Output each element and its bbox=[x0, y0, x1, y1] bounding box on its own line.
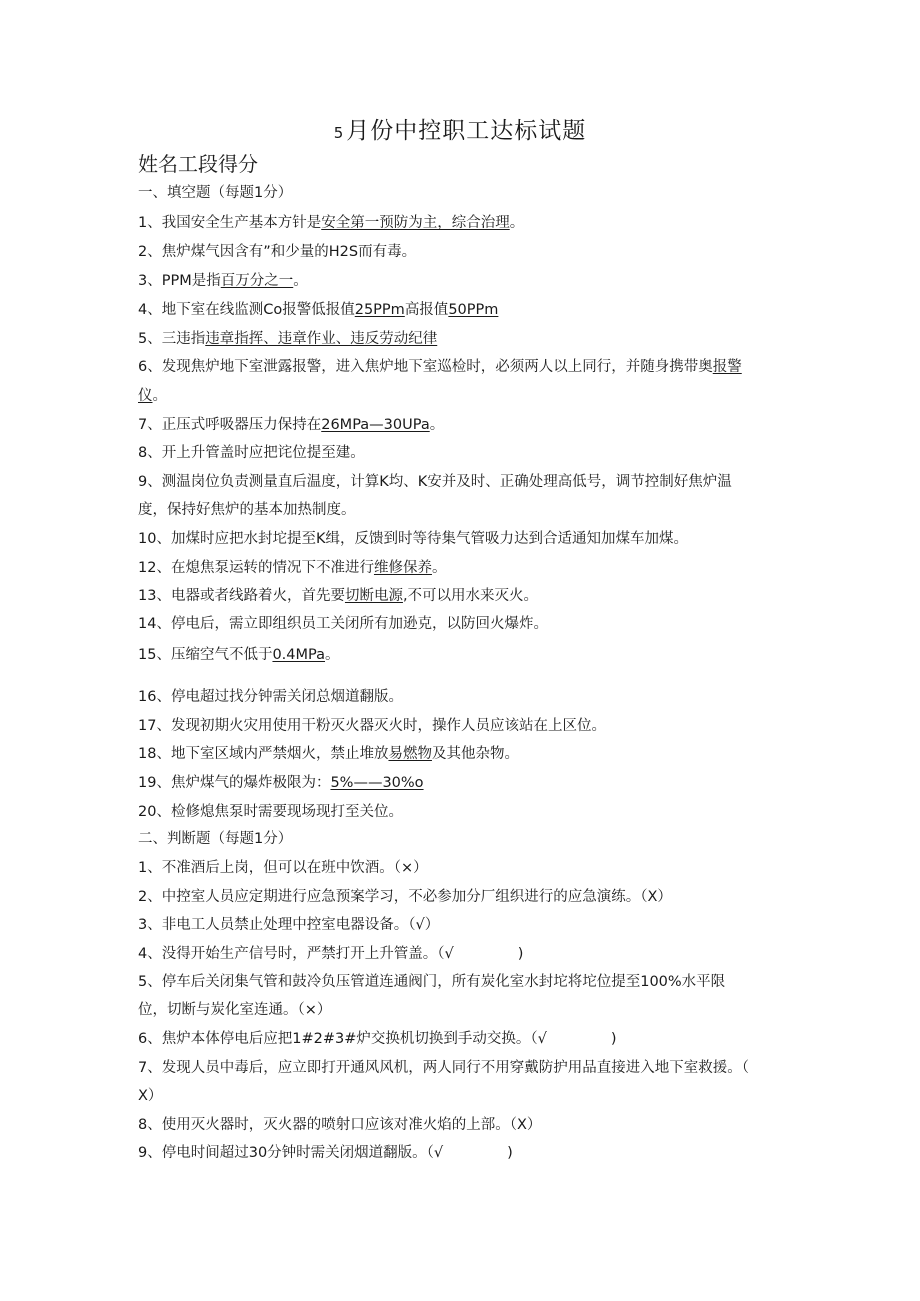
fill-item-4: 4、地下室在线监测Co报警低报值25PPm高报值50PPm bbox=[138, 302, 499, 318]
answer: 仪 bbox=[138, 388, 153, 404]
judge-item-9: 9、停电时间超过30分钟时需关闭烟道翻版。（√ ) bbox=[138, 1145, 513, 1161]
fill-item-19: 19、焦炉煤气的爆炸极限为：5%——30%o bbox=[138, 775, 424, 791]
answer: 5%——30%o bbox=[330, 775, 424, 791]
judge-item-7-cont: X） bbox=[138, 1088, 163, 1104]
judge-item-1: 1、不准酒后上岗，但可以在班中饮酒。（×） bbox=[138, 860, 428, 876]
judge-item-3: 3、非电工人员禁止处理中控室电器设备。（√） bbox=[138, 917, 440, 933]
fill-item-6-cont: 仪。 bbox=[138, 388, 167, 404]
fill-item-5: 5、三违指违章指挥、违章作业、违反劳动纪律 bbox=[138, 331, 438, 347]
header-fields: 姓名工段得分 bbox=[138, 152, 258, 176]
answer: 安全第一预防为主，综合治理 bbox=[321, 215, 510, 231]
fill-item-12: 12、在熄焦泵运转的情况下不准进行维修保养。 bbox=[138, 560, 447, 576]
answer: 切断电源 bbox=[344, 588, 403, 604]
section2-heading: 二、判断题（每题1分） bbox=[138, 831, 293, 847]
fill-item-3: 3、PPM是指百万分之一。 bbox=[138, 273, 308, 289]
judge-item-4: 4、没得开始生产信号时，严禁打开上升管盖。（√ ) bbox=[138, 946, 524, 962]
judge-item-5-cont: 位，切断与炭化室连通。（×） bbox=[138, 1002, 332, 1018]
answer: 易燃物 bbox=[388, 746, 432, 762]
answer: 50PPm bbox=[448, 302, 499, 318]
fill-item-9: 9、测温岗位负责测量直后温度，计算K均、K安并及时、正确处理高低号，调节控制好焦炉温 bbox=[138, 474, 732, 490]
fill-item-8: 8、开上升管盖时应把诧位提至建。 bbox=[138, 445, 365, 461]
answer: 0.4MPa bbox=[272, 647, 326, 663]
fill-item-18: 18、地下室区域内严禁烟火，禁止堆放易燃物及其他杂物。 bbox=[138, 746, 519, 762]
answer: 25PPm bbox=[354, 302, 405, 318]
title-text: 月份中控职工达标试题 bbox=[346, 118, 587, 144]
fill-item-7: 7、正压式呼吸器压力保持在26MPa—30UPa。 bbox=[138, 417, 445, 433]
judge-item-2: 2、中控室人员应定期进行应急预案学习，不必参加分厂组织进行的应急演练。（X） bbox=[138, 889, 672, 905]
answer: 违章指挥、违章作业、违反劳动纪律 bbox=[205, 331, 438, 347]
answer: 26MPa—30UPa bbox=[321, 417, 430, 433]
fill-item-16: 16、停电超过找分钟需关闭总烟道翻版。 bbox=[138, 689, 403, 705]
fill-item-20: 20、检修熄焦泵时需要现场现打至关位。 bbox=[138, 804, 403, 820]
fill-item-13: 13、电器或者线路着火，首先要切断电源,不可以用水来灭火。 bbox=[138, 588, 539, 604]
judge-item-7: 7、发现人员中毒后，应立即打开通风风机，两人同行不用穿戴防护用品直接进入地下室救援。（ bbox=[138, 1060, 749, 1076]
title-number: 5 bbox=[333, 124, 345, 142]
fill-item-17: 17、发现初期火灾用使用干粉灭火器灭火时，操作人员应该站在上区位。 bbox=[138, 718, 606, 734]
fill-item-6: 6、发现焦炉地下室泄露报警，进入焦炉地下室巡检时，必须两人以上同行，并随身携带奥报警 bbox=[138, 359, 742, 375]
page-title bbox=[0, 112, 920, 145]
judge-item-6: 6、焦炉本体停电后应把1#2#3#炉交换机切换到手动交换。（√ ) bbox=[138, 1031, 617, 1047]
fill-item-14: 14、停电后，需立即组织员工关闭所有加逊克，以防回火爆炸。 bbox=[138, 616, 548, 632]
section1-heading: 一、填空题（每题1分） bbox=[138, 185, 293, 201]
answer: 维修保养 bbox=[373, 560, 432, 576]
fill-item-1: 1、我国安全生产基本方针是安全第一预防为主，综合治理。 bbox=[138, 215, 525, 231]
judge-item-5: 5、停车后关闭集气管和鼓冷负压管道连通阀门，所有炭化室水封坨将坨位提至100%水平限 bbox=[138, 974, 726, 990]
answer: 报警 bbox=[712, 359, 742, 375]
fill-item-2: 2、焦炉煤气因含有”和少量的H2S而有毒。 bbox=[138, 244, 417, 260]
fill-item-10: 10、加煤时应把水封坨提至K缉，反馈到时等待集气管吸力达到合适通知加煤车加煤。 bbox=[138, 531, 688, 547]
judge-item-8: 8、使用灭火器时，灭火器的喷射口应该对准火焰的上部。（X） bbox=[138, 1117, 542, 1133]
fill-item-15: 15、压缩空气不低于0.4MPa。 bbox=[138, 647, 340, 663]
answer: 百万分之一 bbox=[220, 273, 294, 289]
fill-item-9-cont: 度，保持好焦炉的基本加热制度。 bbox=[138, 502, 356, 518]
